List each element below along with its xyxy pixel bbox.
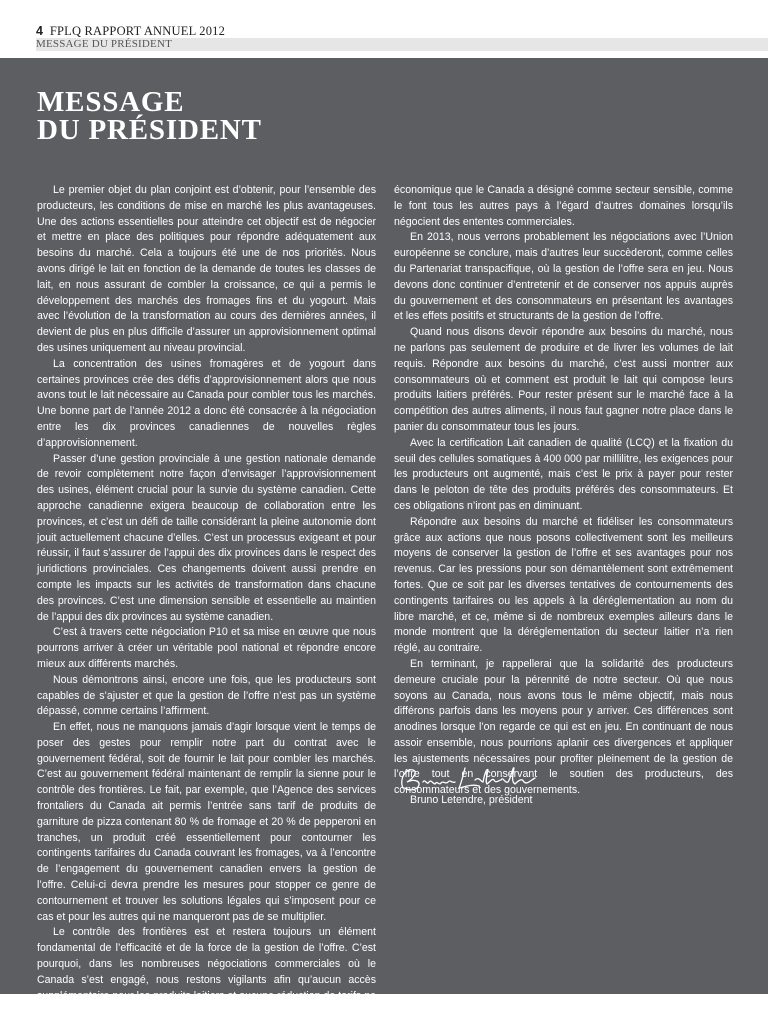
page-header — [0, 0, 768, 58]
paragraph: Le contrôle des frontières est et restera toujours un élément fondamental de l’efficacité et de la force de la gestion de l’offre. C’est pourquoi, dans les nombreuses négociations commerciales où le Canada s’est engagé, nous restons vigilants afin qu’aucun accès supplémentaire pour les produits laitiers et aucune réduction de tarifs ne soient accordés. La gestion de l’offre est un domaine d’activité — [37, 926, 376, 1018]
paragraph: La concentration des usines fromagères et de yogourt dans certaines provinces crée des défis d’approvisionnement alors que nous avons tout le lait nécessaire au Canada pour combler tous les marchés. Une bonne part de l’année 2012 a donc été consacrée à la négociation entre les dix provinces canadiennes de nouvelles règles d’approvisionnement. — [37, 357, 376, 449]
page-title-line-1: MESSAGE — [37, 86, 185, 118]
page-title-line-2: DU PRÉSIDENT — [37, 114, 262, 146]
header-title-line — [36, 24, 225, 39]
paragraph: Répondre aux besoins du marché et fidéliser les consommateurs grâce aux actions que nous posons collectivement sont les meilleurs moyens de conserver la gestion de l’offre et ses avantages pour nos revenus. Car les pressions pour son démantèlement sont extrêmement fortes. Que ce soit par les diverses tentatives de contournements des contingents tarifaires ou les appels à la déréglementation au nom du libre marché, et ce, même si de nombreux exemples ailleurs dans le monde montrent que la déréglementation du secteur laitier n’a rien réglé, au contraire. — [394, 515, 733, 655]
paragraph: En terminant, je rappellerai que la solidarité des producteurs demeure cruciale pour la pérennité de notre secteur. Où que nous soyons au Canada, nous avons tous le même objectif, mais nous différons parfois dans les moyens pour y arriver. Ces différences sont anodines lorsque l’on regarde ce qui est en jeu. En continuant de nous assoir ensemble, nous pourrions aplanir ces divergences et appliquer les ajustements nécessaires pour profiter pleinement de la gestion de l’offre tout en conservant le soutien des producteurs, des consommateurs et des gouvernements. — [394, 657, 733, 797]
paragraph: En 2013, nous verrons probablement les négociations avec l’Union européenne se conclure, mais d’autres leur succèderont, comme celles du Partenariat transpacifique, où la gestion de l’offre sera en jeu. Nous devons donc continuer d’entretenir et de conserver nos appuis auprès du gouvernement et des consommateurs en présentant les avantages et les effets positifs et structurants de la gestion de l’offre. — [394, 231, 733, 323]
section-label: MESSAGE DU PRÉSIDENT — [36, 38, 173, 50]
paragraph: C’est à travers cette négociation P10 et sa mise en œuvre que nous pourrons arriver à créer un véritable pool national et répondre encore mieux aux différents marchés. — [37, 626, 376, 670]
right-column — [394, 183, 733, 799]
paragraph: En effet, nous ne manquons jamais d’agir lorsque vient le temps de poser des gestes pour remplir notre part du contrat avec le gouvernement fédéral, soit de fournir le lait pour combler les marchés. C’est au gouvernement fédéral maintenant de remplir la sienne pour le contrôle des frontières. Le fait, par exemple, que l’Agence des services frontaliers du Canada ait permis l’entrée sans tarif de produits de garniture de pizza contenant 80 % de fromage et 20 % de pepperoni en tranches, un produit créé essentiellement pour contourner les contingents tarifaires du Canada couvrant les fromages, va à l’encontre de l’engagement du gouvernement canadien envers la gestion de l’offre. Celui-ci devra prendre les mesures pour stopper ce genre de contournement et trouver les solutions légales qui s’imposent pour ce cas et pour les autres qui ne manqueront pas de se multiplier. — [37, 721, 376, 923]
paragraph: économique que le Canada a désigné comme secteur sensible, comme le font tous les autres pays à l’égard d’autres domaines lorsqu’ils négocient des ententes commerciales. — [394, 184, 733, 228]
left-column — [37, 183, 376, 1020]
paragraph: Avec la certification Lait canadien de qualité (LCQ) et la fixation du seuil des cellules somatiques à 400 000 par millilitre, les exigences pour les producteurs ont augmenté, mais c’est le prix à payer pour rester dans le peloton de tête des produits préférés des consommateurs. Et ces obligations n’iront pas en diminuant. — [394, 436, 733, 512]
report-title: FPLQ RAPPORT ANNUEL 2012 — [49, 24, 226, 38]
paragraph: Nous démontrons ainsi, encore une fois, que les producteurs sont capables de s’ajuster et que la gestion de l’offre n’est pas un système dépassé, comme certains l’affirment. — [37, 673, 376, 718]
handwritten-signature — [393, 758, 543, 798]
page-number: 4 — [36, 24, 44, 38]
paragraph: Passer d’une gestion provinciale à une gestion nationale demande de revoir complètement notre façon d’envisager l’approvisionnement des usines, élément crucial pour la survie du système canadien. Cette approche canadienne exigera beaucoup de collaboration entre les provinces, et c’est un défi de taille considérant la pleine autonomie dont jouit actuellement chacune d’elles. C’est un processus exigeant et pour réussir, il faut s’assurer de l’appui des dix provinces dans le respect des juridictions provinciales. Ces changements doivent aussi prendre en compte les impacts sur les activités de transformation dans chacune des provinces. C’est une dimension sensible et essentielle au maintien de l’appui des dix provinces au système canadien. — [37, 452, 376, 623]
page-title — [37, 88, 262, 144]
paragraph: Le premier objet du plan conjoint est d’obtenir, pour l’ensemble des producteurs, les conditions de mise en marché les plus avantageuses. Une des actions essentielles pour atteindre cet objectif est de négocier et mettre en place des politiques pour répondre adéquatement aux besoins du marché. Cela a toujours été une de nos priorités. Nous avons dirigé le lait en fonction de la demande de toutes les classes de lait, en nous assurant de combler la croissance, ce qui a permis le développement des marchés des fromages fins et du yogourt. Mais avec l’évolution de la transformation au cours des dernières années, il devient de plus en plus difficile d’assurer un approvisionnement optimal des usines uniquement au niveau provincial. — [37, 184, 376, 354]
signature-caption: Bruno Letendre, président — [410, 794, 533, 806]
paragraph: Quand nous disons devoir répondre aux besoins du marché, nous ne parlons pas seulement de produire et de livrer les volumes de lait requis. Répondre aux besoins du marché, c’est aussi montrer aux consommateurs où et comment est produit le lait qui compose leurs produits laitiers préférés. Pour rester présent sur le marché face à la compétition des autres aliments, il nous faut gagner notre place dans le panier du consommateur tous les jours. — [394, 326, 733, 433]
